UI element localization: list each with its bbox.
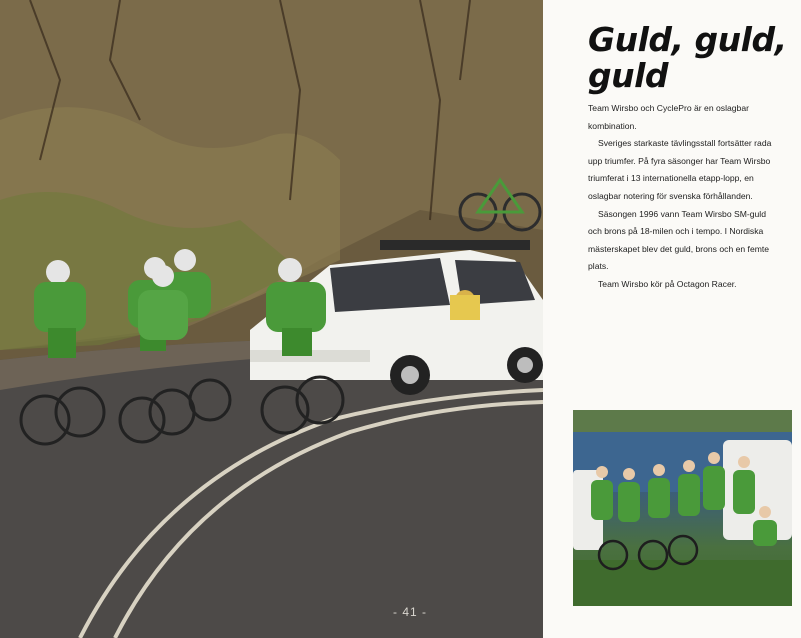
paragraph-triumphs: Sveriges starkaste tävlingsstall fortsätter rada upp triumfer. På fyra säsonger har Team Wirsbo triumferat i 13 internationella etapp-lopp, en oslagbar notering för svenska förhållanden. [588, 138, 772, 201]
team-group-illustration [573, 410, 792, 606]
page-number: - 41 - [392, 605, 427, 619]
team-group-photo [573, 410, 792, 606]
paragraph-season-1996: Säsongen 1996 vann Team Wirsbo SM-guld och brons på 18-milen och i tempo. I Nordiska mästerskapet blev det guld, brons och en femte plats. [588, 208, 770, 272]
article-body [588, 100, 773, 294]
article-heading: Guld, guld, guld [588, 20, 787, 95]
paragraph-bike: Team Wirsbo kör på Octagon Racer. [598, 278, 737, 289]
paragraph-intro: Team Wirsbo och CyclePro är en oslagbar kombination. [588, 103, 749, 131]
